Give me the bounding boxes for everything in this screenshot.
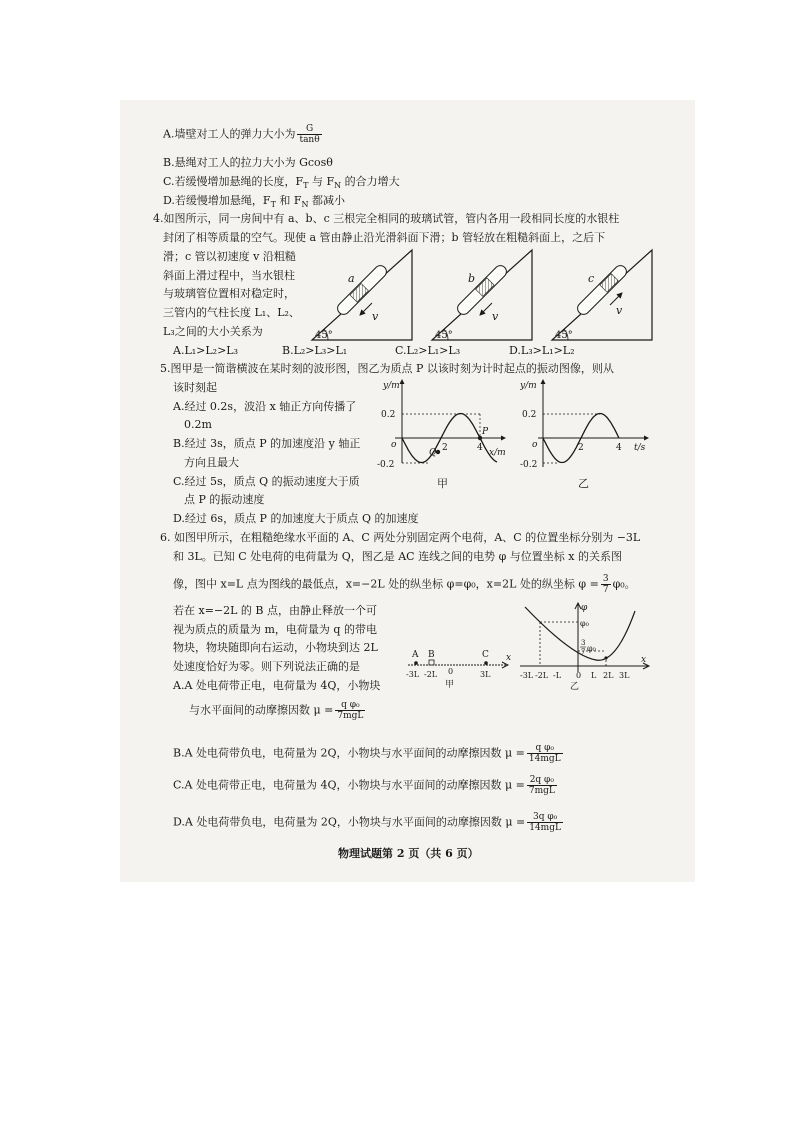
q5-option-c-2: 点 P 的振动速度 [184, 493, 265, 506]
q5-option-a-1: A.经过 0.2s，波沿 x 轴正方向传播了 [173, 400, 357, 413]
fraction-numerator: 3q φ₀ [527, 812, 563, 823]
fraction-denominator: 7mgL [337, 711, 364, 721]
fraction [335, 700, 365, 721]
velocity-label: v [616, 304, 623, 317]
fraction [527, 812, 563, 833]
point-2L [604, 656, 607, 659]
q6-option-a-1: A.A 处电荷带正电，电荷量为 4Q，小物块 [173, 679, 381, 692]
tick-minus-L: -L [553, 671, 562, 680]
origin-label: o [532, 440, 538, 450]
tick-minus-2L: -2L [424, 670, 438, 679]
tube-label-a: a [348, 272, 355, 285]
fraction-denominator: 7 [602, 585, 609, 595]
phi0b-label: φ₀ [587, 644, 596, 653]
phi0-label: φ₀ [580, 619, 589, 628]
q6-line-2: 和 3L。已知 C 处电荷的电荷量为 Q，图乙是 AC 连线之间的电势 φ 与位置坐标 x 的关系图 [173, 550, 622, 563]
t-tick-2: 2 [578, 443, 584, 453]
q6-line-7: 处速度恰好为零。则下列说法正确的是 [173, 660, 360, 673]
y-tick-top: 0.2 [381, 410, 396, 420]
q4-tubes-figure [310, 248, 660, 342]
text: 的合力增大 [341, 175, 400, 188]
fraction-denominator: tanθ [299, 135, 320, 145]
fraction-numerator: 2q φ₀ [527, 775, 557, 786]
x-axis-label: x [506, 653, 512, 663]
angle-label: 45° [315, 330, 333, 341]
charge-a [414, 661, 418, 665]
subscript: T [303, 181, 309, 191]
incline-c [552, 250, 652, 341]
y-tick-bottom: -0.2 [377, 460, 395, 470]
q5-option-b-1: B.经过 3s，质点 P 的加速度沿 y 轴正 [173, 437, 361, 450]
q4-line-2: 封闭了相等质量的空气。现使 a 管由静止沿光滑斜面下滑；b 管轻放在粗糙斜面上，之后下 [163, 231, 606, 244]
q6-line-5: 视为质点的质量为 m，电荷量为 q 的带电 [173, 623, 377, 636]
page-footer: 物理试题第 2 页（共 6 页） [338, 847, 479, 860]
charge-c [484, 661, 488, 665]
q3-option-b: B.悬绳对工人的拉力大小为 Gcosθ [163, 156, 333, 169]
y-axis-label: y/m [520, 381, 537, 391]
text: φ₀。 [612, 577, 636, 591]
tube-label-b: b [468, 272, 476, 285]
x-tick-2: 2 [442, 443, 448, 453]
tick-minus-3L: -3L [520, 671, 534, 680]
frac-den: 7 [581, 648, 586, 656]
tick-L: L [591, 671, 597, 680]
q6-option-b [173, 743, 565, 764]
q3-option-c [163, 175, 400, 193]
caption-yi: 乙 [578, 477, 589, 490]
potential-curve [525, 607, 635, 660]
tick-zero: 0 [576, 671, 582, 680]
fraction-numerator: G [297, 124, 321, 135]
y-tick-bottom: -0.2 [520, 460, 538, 470]
q6-line-3 [173, 574, 636, 595]
label-b: B [428, 650, 435, 660]
q4-option-b: B.L₂>L₃>L₁ [282, 344, 348, 357]
tick-minus-3L: -3L [406, 670, 420, 679]
frac-num: 3 [581, 639, 586, 647]
q6-potential-graph [520, 600, 655, 690]
t-axis-label: t/s [634, 443, 646, 453]
fraction-denominator: 14mgL [528, 754, 561, 764]
text: 与 F [308, 175, 335, 188]
q4-option-c: C.L₂>L₁>L₃ [395, 344, 461, 357]
q5-option-a-2: 0.2m [184, 418, 212, 431]
t-tick-4: 4 [616, 443, 622, 453]
exam-page [120, 100, 695, 882]
fraction-denominator: 14mgL [529, 823, 561, 833]
tick-3L: 3L [619, 671, 630, 680]
q4-line-6: 三管内的气柱长度 L₁、L₂、 [163, 306, 300, 319]
fraction [527, 775, 557, 796]
phi-axis-label: φ [581, 603, 588, 613]
fraction-denominator: 7mgL [528, 786, 555, 796]
subscript: N [334, 181, 342, 191]
q5-vibration-graph [520, 375, 660, 495]
q5-line-1: 5.图甲是一简谐横波在某时刻的波形图，图乙为质点 P 以该时刻为计时起点的振动图像，则从 [160, 362, 614, 375]
q3-option-a-text: A.墙壁对工人的弹力大小为 [163, 127, 296, 141]
text: 和 F [275, 194, 302, 207]
label-c: C [482, 650, 489, 660]
text: 与水平面间的动摩擦因数 μ = [189, 703, 334, 717]
q4-line-5: 与玻璃管位置相对稳定时， [163, 287, 295, 300]
q4-line-7: L₃之间的大小关系为 [163, 325, 263, 338]
text: C.若缓慢增加悬绳的长度，F [163, 175, 304, 188]
incline-b [432, 250, 532, 341]
text: D.A 处电荷带负电，电荷量为 2Q，小物块与水平面间的动摩擦因数 μ = [173, 815, 526, 829]
angle-label: 45° [435, 330, 453, 341]
q4-option-d: D.L₃>L₁>L₂ [509, 344, 575, 357]
text: B.A 处电荷带负电，电荷量为 2Q，小物块与水平面间的动摩擦因数 μ = [173, 746, 525, 760]
fraction-numerator: 3 [602, 574, 609, 584]
x-tick-4: 4 [477, 443, 483, 453]
y-axis-label: y/m [383, 381, 400, 391]
caption-jia: 甲 [437, 477, 448, 490]
velocity-arrow [360, 303, 372, 315]
caption-yi: 乙 [570, 682, 580, 690]
q4-line-1: 4.如图所示，同一房间中有 a、b、c 三根完全相同的玻璃试管，管内各用一段相同长度的水银柱 [153, 212, 620, 225]
text: 像，图中 x=L 点为图线的最低点，x=−2L 处的纵坐标 φ=φ₀，x=2L 处的纵坐标 φ = [173, 577, 599, 591]
text: C.A 处电荷带正电，电荷量为 4Q，小物块与水平面间的动摩擦因数 μ = [173, 778, 525, 792]
q6-option-d [173, 812, 565, 833]
q5-option-d: D.经过 6s，质点 P 的加速度大于质点 Q 的加速度 [173, 512, 419, 525]
velocity-label: v [372, 310, 379, 323]
fraction [527, 743, 563, 764]
q4-line-4: 斜面上滑过程中，当水银柱 [163, 269, 295, 282]
q6-option-a-2 [189, 700, 367, 721]
angle-label: 45° [555, 330, 573, 341]
block-b [429, 660, 434, 665]
tick-2L: 2L [603, 671, 614, 680]
fraction-numerator: q φ₀ [527, 743, 563, 754]
text: D.若缓慢增加悬绳，F [163, 194, 271, 207]
subscript: T [270, 200, 276, 210]
label-q: Q [429, 448, 437, 458]
x-axis-label: x [641, 655, 647, 665]
tick-3L: 3L [480, 670, 491, 679]
text: 都减小 [308, 194, 346, 207]
q5-option-b-2: 方向且最大 [184, 456, 239, 469]
fraction-numerator: q φ₀ [335, 700, 365, 711]
tick-zero: 0 [448, 667, 454, 676]
x-axis-label: x/m [489, 448, 506, 458]
q6-position-figure [402, 640, 514, 690]
q3-option-a [163, 124, 324, 145]
q6-option-c [173, 775, 559, 796]
velocity-arrow [480, 303, 492, 315]
tick-minus-2L: -2L [535, 671, 549, 680]
q4-line-3: 滑；c 管以初速度 v 沿粗糙 [163, 250, 296, 263]
point-q [436, 450, 440, 454]
q6-line-4: 若在 x=−2L 的 B 点，由静止释放一个可 [173, 604, 378, 617]
tube-label-c: c [588, 272, 595, 285]
q4-option-a: A.L₁>L₂>L₃ [173, 344, 239, 357]
fraction [601, 574, 611, 595]
label-a: A [412, 650, 419, 660]
q5-wave-graph [375, 375, 515, 495]
q3-option-a-fraction [297, 124, 321, 145]
q5-line-2: 该时刻起 [173, 381, 217, 394]
incline-a [312, 250, 412, 341]
origin-label: o [391, 440, 397, 450]
q6-line-1: 6. 如图甲所示，在粗糙绝缘水平面的 A、C 两处分别固定两个电荷，A、C 的位置坐标分别为 −3L [160, 531, 641, 544]
caption-jia: 甲 [445, 680, 455, 690]
q5-option-c-1: C.经过 5s，质点 Q 的振动速度大于质 [173, 475, 360, 488]
q3-option-d [163, 194, 345, 212]
q6-line-6: 物块，物块随即向右运动，小物块到达 2L [173, 641, 378, 654]
subscript: N [301, 200, 309, 210]
velocity-label: v [492, 310, 499, 323]
y-tick-top: 0.2 [522, 410, 537, 420]
label-p: P [482, 427, 489, 437]
